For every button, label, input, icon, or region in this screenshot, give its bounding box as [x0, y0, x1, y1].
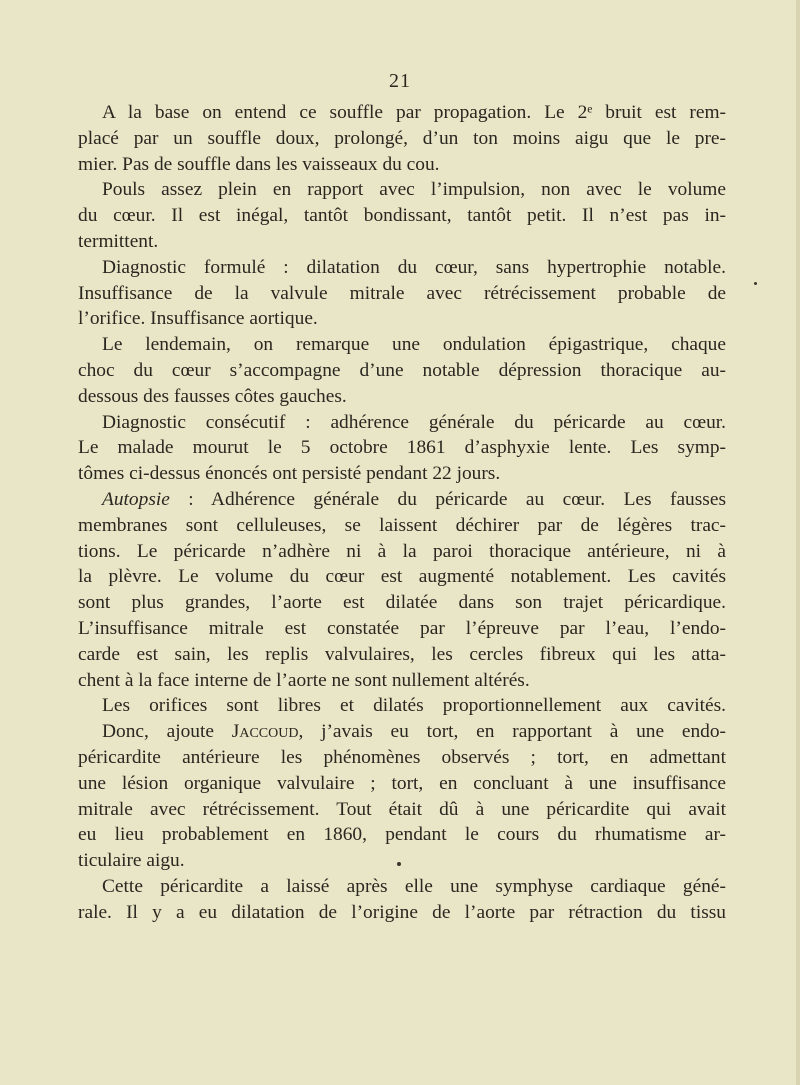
autopsie-heading: Autopsie	[102, 488, 170, 510]
text-line: mier. Pas de souffle dans les vaisseaux du cou.	[78, 153, 440, 175]
text-line: ticulaire aigu.	[78, 850, 185, 872]
text-span: : Adhérence générale du péricarde au cœur. Les fausses	[169, 488, 726, 510]
text-line: placé par un souffle doux, prolongé, d’un ton moins aigu que le pre-	[78, 127, 726, 149]
text-line: tions. Le péricarde n’adhère ni à la paroi thoracique antérieure, ni à	[78, 540, 726, 562]
text-line: A la base on entend ce souffle par propagation. Le 2ᵉ bruit est rem-	[102, 102, 726, 123]
text-line: Le malade mourut le 5 octobre 1861 d’asphyxie lente. Les symp-	[78, 437, 726, 459]
page-number: 21	[389, 70, 411, 92]
text-line: mitrale avec rétrécissement. Tout était dû à une péricardite qui avait	[78, 798, 726, 820]
text-line: péricardite antérieure les phénomènes observés ; tort, en admettant	[78, 746, 726, 768]
text-line: eu lieu probablement en 1860, pendant le cours du rhumatisme ar-	[78, 824, 726, 846]
text-line: membranes sont celluleuses, se laissent déchirer par de légères trac-	[78, 514, 726, 536]
author-name: Jaccoud	[231, 721, 299, 743]
text-line: dessous des fausses côtes gauches.	[78, 385, 347, 407]
paragraph	[78, 874, 726, 926]
text-line: tômes ci-dessus énoncés ont persisté pendant 22 jours.	[78, 463, 501, 485]
text-line: la plèvre. Le volume du cœur est augmenté notablement. Les cavités	[78, 566, 726, 588]
text-line: chent à la face interne de l’aorte ne sont nullement altérés.	[78, 669, 530, 691]
paragraph	[78, 410, 726, 487]
text-line: L’insuffisance mitrale est constatée par l’épreuve par l’eau, l’endo-	[78, 617, 726, 639]
paragraph	[78, 255, 726, 332]
text-line: Insuffisance de la valvule mitrale avec rétrécissement probable de	[78, 282, 726, 304]
text-line: Pouls assez plein en rapport avec l’impulsion, non avec le volume	[102, 179, 726, 201]
text-line: Les orifices sont libres et dilatés proportionnellement aux cavités.	[102, 695, 726, 717]
text-line: Diagnostic consécutif : adhérence générale du péricarde au cœur.	[102, 411, 726, 433]
text-line: Diagnostic formulé : dilatation du cœur, sans hypertrophie notable.	[102, 256, 726, 278]
text-line: rale. Il y a eu dilatation de l’origine de l’aorte par rétraction du tissu	[78, 901, 726, 923]
text-line: l’orifice. Insuffisance aortique.	[78, 308, 318, 330]
paragraph-autopsie	[78, 487, 726, 693]
text-line: choc du cœur s’accompagne d’une notable dépression thoracique au-	[78, 359, 726, 381]
body-text	[78, 100, 726, 926]
text-line: Cette péricardite a laissé après elle une symphyse cardiaque géné-	[102, 875, 726, 897]
text-line: termittent.	[78, 230, 159, 252]
text-line: du cœur. Il est inégal, tantôt bondissant, tantôt petit. Il n’est pas in-	[78, 205, 726, 227]
scan-speck	[397, 862, 401, 866]
text-span: Donc, ajoute	[102, 721, 232, 743]
text-line	[78, 719, 726, 745]
text-line: Le lendemain, on remarque une ondulation épigastrique, chaque	[102, 334, 726, 356]
paragraph	[78, 332, 726, 409]
scan-speck	[754, 282, 757, 285]
text-span: , j’avais eu tort, en rapportant à une endo-	[298, 721, 726, 743]
scan-edge	[796, 0, 800, 1085]
paragraph	[78, 100, 726, 177]
paragraph	[78, 693, 726, 874]
text-line: carde est sain, les replis valvulaires, les cercles fibreux qui les atta-	[78, 643, 726, 665]
text-line: une lésion organique valvulaire ; tort, en concluant à une insuffisance	[78, 772, 726, 794]
text-line	[78, 487, 726, 513]
text-line: sont plus grandes, l’aorte est dilatée dans son trajet péricardique.	[78, 592, 726, 614]
paragraph	[78, 177, 726, 254]
